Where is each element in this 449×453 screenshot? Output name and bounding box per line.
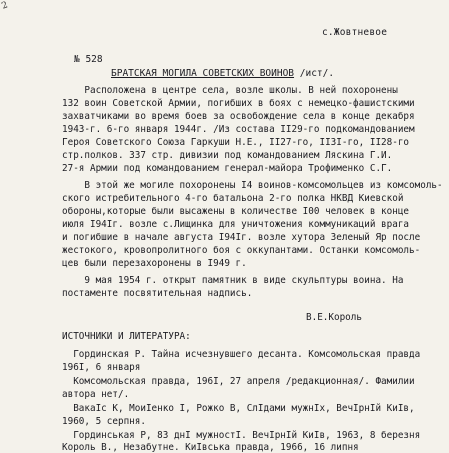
source-line: 196I, 6 января bbox=[62, 362, 141, 373]
source-line: ВакаIс К, МоиIенко I, Рожко В, СлIдами мужнIх, ВечIрнIй КиIв, bbox=[62, 403, 415, 414]
body-line: 1943-г. 6-го января 1944г. /Из состава II29-го подкомандованием bbox=[62, 124, 415, 135]
sources-heading: ИСТОЧНИКИ И ЛИТЕРАТУРА: bbox=[62, 331, 191, 342]
title-main: БРАТСКАЯ МОГИЛА СОВЕТСКИХ ВОИНОВ bbox=[111, 68, 295, 79]
handwritten-corner-mark: 2 bbox=[0, 0, 10, 12]
title-suffix: /ист/. bbox=[294, 68, 335, 79]
body-line: и погибшие в начале августа I94Iг. возле хутора Зеленый Яр после bbox=[62, 232, 421, 243]
body-line: 132 воин Советской Армии, погибших в боях с немецко-фашистскими bbox=[62, 98, 415, 109]
source-line: Гординская Р. Тайна исчезнувшего десанта. Комсомольская правда bbox=[62, 349, 421, 360]
body-line: захватчиками во время боев за освобождение села в конце декабря bbox=[62, 111, 415, 122]
document-title bbox=[111, 68, 334, 79]
body-line: В этой же могиле похоронены I4 воинов-комсомольцев из комсомоль- bbox=[62, 180, 443, 191]
body-line: жестокого, кровопролитного боя с оккупантами. Останки комсомоль- bbox=[62, 245, 421, 256]
body-line: Расположена в центре села, возле школы. В ней похоронены bbox=[62, 85, 398, 96]
village-name: с.Жовтневое bbox=[322, 27, 388, 38]
signature: В.Е.Король bbox=[306, 312, 362, 323]
body-line: стр.полков. 337 стр. дивизии под командованием Ляскина Г.И. bbox=[62, 150, 393, 161]
body-line: июля I94Iг. возле с.Лищинка для уничтожения коммуникаций врага bbox=[62, 219, 410, 230]
source-line: Гординськая Р, 83 днI мужностI. ВечIрнIй КиIв, 1963, 8 березня bbox=[62, 430, 421, 441]
body-line: ского истребительного 4-го батальона 2-го полка НКВД Киевской bbox=[62, 193, 404, 204]
document-number: № 528 bbox=[74, 54, 103, 65]
source-line: Король В., Незабутне. КиIвська правда, 1966, 16 липня bbox=[62, 442, 359, 453]
source-line: автора нет/. bbox=[62, 389, 130, 400]
source-line: 1960, 5 серпня. bbox=[62, 416, 146, 427]
body-line: 9 мая 1954 г. открыт памятник в виде скульптуры воина. На bbox=[62, 275, 404, 286]
body-line: цев были перезахоронены в I949 г. bbox=[62, 258, 247, 269]
body-line: 27-я Армии под командованием генерал-майора Трофименко С.Г. bbox=[62, 163, 393, 174]
source-line: Комсомольская правда, 196I, 27 апреля /редакционная/. Фамилии bbox=[62, 376, 415, 387]
body-line: постаменте посвятительная надпись. bbox=[62, 288, 253, 299]
body-line: обороны,которые были высажены в количестве I00 человек в конце bbox=[62, 206, 410, 217]
body-line: Героя Советского Союза Гаркуши Н.Е., II27-го, II3I-го, II28-го bbox=[62, 137, 410, 148]
